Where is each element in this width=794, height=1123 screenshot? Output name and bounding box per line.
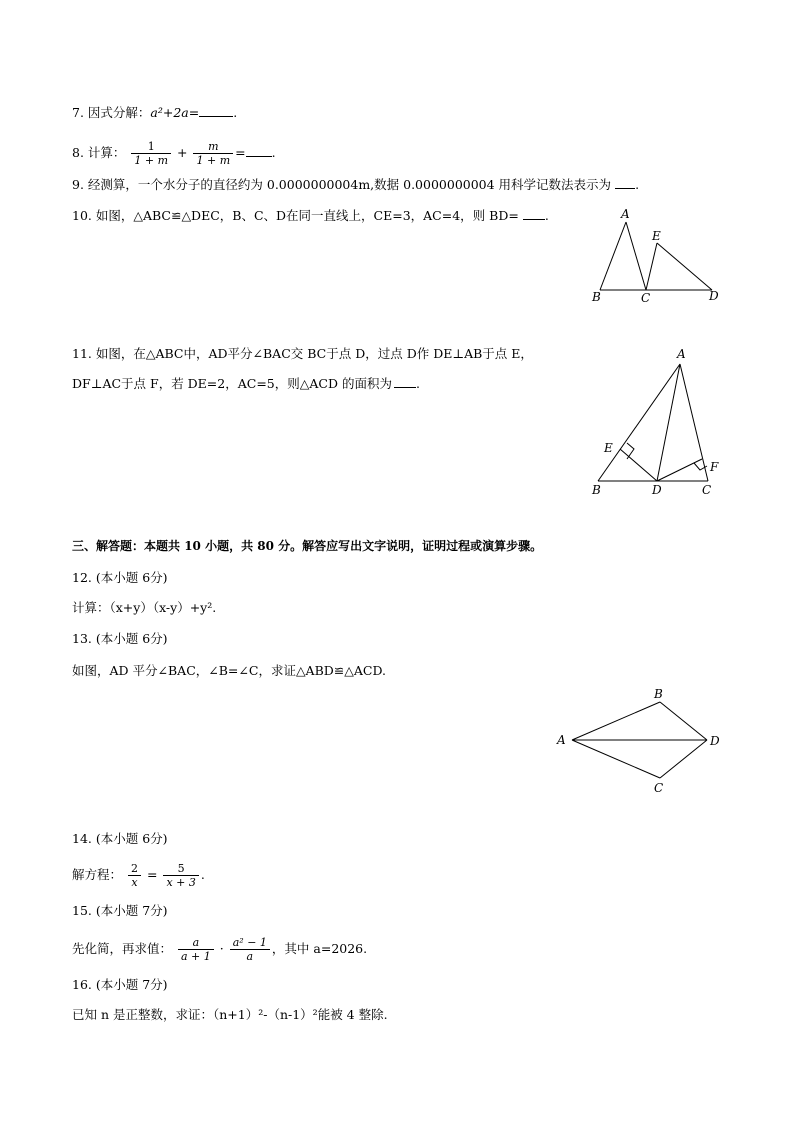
fig10-label-d: D <box>709 289 719 303</box>
q10-answer-blank[interactable] <box>523 207 545 220</box>
q8-answer-blank[interactable] <box>246 144 272 157</box>
q13-body: 如图，AD 平分∠BAC，∠B=∠C，求证△ABD≌△ACD. <box>72 663 387 678</box>
fig10-label-e: E <box>652 229 661 243</box>
q7-expression: a²+2a= <box>150 105 200 120</box>
q15-body: 先化简，再求值： $\frac{a}{a + 1}$ · $\frac{\text{a² − 1}}{a}$ ，其中 a=2026. <box>72 936 368 963</box>
fig13-label-a: A <box>557 733 566 747</box>
fig10-label-b: B <box>592 290 601 304</box>
question-8: 8. 计算： $\frac{1}{1 + m}$ + $\frac{m}{1 + m}$ = . <box>72 140 276 167</box>
fig11-label-d: D <box>652 483 662 497</box>
fig11-label-f: F <box>710 460 719 474</box>
q10-triangle-figure <box>580 200 740 310</box>
q16-body: 已知 n 是正整数，求证：（n+1）²-（n-1）²能被 4 整除. <box>72 1007 388 1022</box>
question-9: 9. 经测算，一个水分子的直径约为 0.0000000004m,数据 0.0000000004 用科学记数法表示为 . <box>72 177 640 192</box>
fig13-label-d: D <box>710 734 720 748</box>
q13-kite-figure <box>550 682 730 797</box>
fig10-label-a: A <box>621 207 630 221</box>
q15-fraction-1: $\frac{a}{a + 1}$ <box>178 936 214 963</box>
q11-triangle-figure <box>590 345 730 500</box>
q7-answer-blank[interactable] <box>199 104 233 117</box>
q9-answer-blank[interactable] <box>615 176 635 189</box>
question-11-line-2: DF⊥AC于点 F，若 DE=2，AC=5，则△ACD 的面积为 . <box>72 376 420 391</box>
fig13-label-b: B <box>654 687 663 701</box>
q8-fraction-2: $\frac{m}{1 + m}$ <box>193 140 233 167</box>
fig13-label-c: C <box>654 781 664 795</box>
fig11-label-c: C <box>702 483 712 497</box>
fig10-label-c: C <box>641 291 651 305</box>
q9-text: 9. 经测算，一个水分子的直径约为 0.0000000004m,数据 0.0000000004 用科学记数法表示为 <box>72 177 612 192</box>
q13-header: 13. (本小题 6分) <box>72 631 168 646</box>
q14-header: 14. (本小题 6分) <box>72 831 168 846</box>
q15-fraction-2: $\frac{\text{a² − 1}}{a}$ <box>230 936 270 963</box>
q12-body: 计算：（x+y）（x-y）+y². <box>72 600 217 615</box>
q15-header: 15. (本小题 7分) <box>72 903 168 918</box>
fig11-label-a: A <box>677 347 686 361</box>
q14-fraction-right: $\frac{5}{x + 3}$ <box>163 862 198 889</box>
q14-body: 解方程： $\frac{2}{x}$ = $\frac{5}{x + 3}$ . <box>72 862 205 889</box>
q8-fraction-1: $\frac{1}{1 + m}$ <box>131 140 171 167</box>
q10-text: 10. 如图，△ABC≌△DEC，B、C、D在同一直线上，CE=3，AC=4，则 BD= <box>72 208 519 223</box>
q7-prefix: 7. 因式分解： <box>72 105 151 120</box>
fig11-label-b: B <box>592 483 601 497</box>
q12-header: 12. (本小题 6分) <box>72 570 168 585</box>
q11-answer-blank[interactable] <box>394 375 416 388</box>
question-7: 7. 因式分解：a²+2a= . <box>72 105 238 120</box>
fig11-label-e: E <box>604 441 613 455</box>
question-11-line-1: 11. 如图，在△ABC中，AD平分∠BAC交 BC于点 D，过点 D作 DE⊥AB于点 E， <box>72 346 533 361</box>
q14-fraction-left: $\frac{2}{x}$ <box>128 862 141 889</box>
question-10: 10. 如图，△ABC≌△DEC，B、C、D在同一直线上，CE=3，AC=4，则 BD= . <box>72 208 549 223</box>
q16-header: 16. (本小题 7分) <box>72 977 168 992</box>
q8-prefix: 8. 计算： <box>72 145 126 160</box>
section-3-heading: 三、解答题：本题共 10 小题，共 80 分。解答应写出文字说明，证明过程或演算步骤。 <box>72 539 543 553</box>
